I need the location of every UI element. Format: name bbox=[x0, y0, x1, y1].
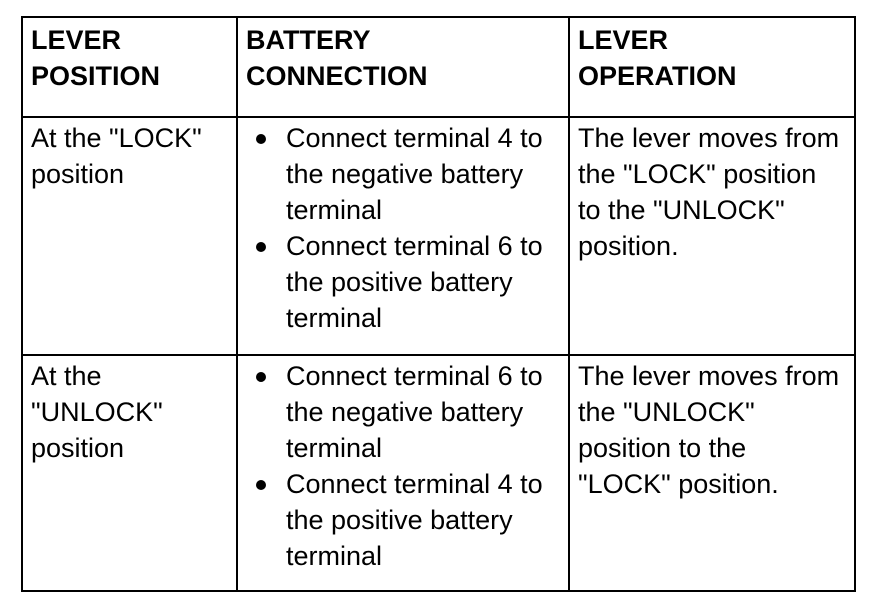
header-lever-position bbox=[22, 17, 237, 117]
operation-cell: The lever moves from the "UNLOCK" position to the "LOCK" position. bbox=[569, 355, 855, 591]
header-text: BATTERY bbox=[246, 25, 371, 55]
header-row bbox=[22, 17, 855, 117]
header-lever-operation bbox=[569, 17, 855, 117]
table-row bbox=[22, 117, 855, 355]
list-item bbox=[246, 358, 560, 466]
list-item bbox=[246, 120, 560, 228]
connection-step: Connect terminal 6 to the positive battery terminal bbox=[286, 231, 543, 333]
bullet-icon bbox=[256, 242, 266, 252]
header-text: LEVER bbox=[31, 25, 122, 55]
header-text: LEVER bbox=[578, 25, 669, 55]
header-text: POSITION bbox=[31, 61, 161, 91]
table-row bbox=[22, 355, 855, 591]
list-item bbox=[246, 228, 560, 336]
header-text: OPERATION bbox=[578, 61, 737, 91]
header-text: CONNECTION bbox=[246, 61, 428, 91]
position-cell: At the "UNLOCK" position bbox=[22, 355, 237, 591]
connection-cell bbox=[237, 355, 569, 591]
bullet-icon bbox=[256, 372, 266, 382]
connection-list bbox=[246, 120, 560, 336]
connection-step: Connect terminal 6 to the negative battery terminal bbox=[286, 361, 543, 463]
list-item bbox=[246, 466, 560, 574]
connection-list bbox=[246, 358, 560, 574]
bullet-icon bbox=[256, 134, 266, 144]
connection-cell bbox=[237, 117, 569, 355]
connection-step: Connect terminal 4 to the positive battery terminal bbox=[286, 469, 543, 571]
position-cell: At the "LOCK" position bbox=[22, 117, 237, 355]
lever-operation-table bbox=[21, 16, 856, 592]
bullet-icon bbox=[256, 480, 266, 490]
header-battery-connection bbox=[237, 17, 569, 117]
operation-cell: The lever moves from the "LOCK" position to the "UNLOCK" position. bbox=[569, 117, 855, 355]
connection-step: Connect terminal 4 to the negative battery terminal bbox=[286, 123, 543, 225]
